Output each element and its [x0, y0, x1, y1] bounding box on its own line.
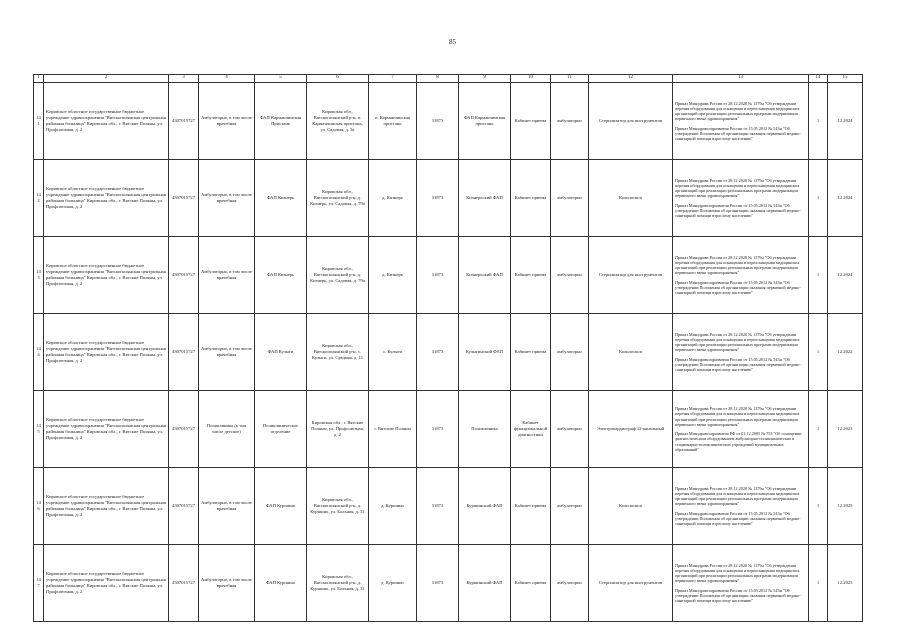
row-number: 143	[34, 237, 44, 314]
date-cell: 12.2024	[828, 237, 863, 314]
column-header: 12	[589, 75, 673, 83]
row-number: 141	[34, 83, 44, 160]
legal-basis-cell	[673, 237, 809, 314]
legal-basis-secondary: Приказ Минздравсоцразвития России от 15.05.2012 № 543н "Об утверждении Положения об организации оказания первичной медико-санитарной помощи взрослому населению"	[675, 279, 801, 296]
equipment-cell: Стерилизатор для инструментов	[589, 237, 673, 314]
table-row	[34, 545, 863, 622]
legal-basis-secondary: Приказ Минздравсоцразвития России от 15.05.2012 № 543н "Об утверждении Положения об организации оказания первичной медико-санитарной помощи взрослому населению"	[675, 356, 801, 373]
quantity-cell: 1	[809, 237, 828, 314]
column-header: 7	[369, 75, 417, 83]
header-row	[34, 75, 863, 83]
column-header: 5	[255, 75, 307, 83]
equipment-cell: Стерилизатор для инструментов	[589, 83, 673, 160]
date-cell: 12.2025	[828, 468, 863, 545]
code-cell: 31873	[417, 83, 459, 160]
settlement-cell: г. Вятские Поляны	[369, 391, 417, 468]
column-header: 10	[511, 75, 551, 83]
care-mode-cell: амбулаторно	[551, 391, 589, 468]
address-cell: Кировская обл., Вятскополянский р-н, д. Куршино, ул. Больная, д. 31	[307, 545, 369, 622]
legal-basis-cell	[673, 468, 809, 545]
organization-cell: Кировское областное государственное бюджетное учреждение здравоохранения "Вятскополянская центральная районная больница" Кировская обл., г. Вятские Поляны, ул. Профсоюзная, д. 2	[44, 314, 169, 391]
care-type-cell: Амбулаторно, в том числе врачебная	[199, 237, 255, 314]
legal-basis-secondary: Приказ Минздравсоцразвития России от 15.05.2012 № 543н "Об утверждении Положения об организации оказания первичной медико-санитарной помощи взрослому населению"	[675, 202, 801, 219]
legal-basis-secondary: Приказ Минздравсоцразвития РФ от 01.12.2005 № 753 "Об оснащении диагностическим оборудованием амбулаторно-поликлинических и стационарно-поликлинических учреждений муниципальных образований"	[675, 431, 802, 452]
address-cell: Кировская обл., Вятскополянский р-н, п. Карманчинская пристань, ул. Садовая, д. 5а	[307, 83, 369, 160]
page-number: 85	[449, 38, 456, 46]
column-header: 15	[828, 75, 863, 83]
table-row	[34, 237, 863, 314]
legal-basis-secondary: Приказ Минздравсоцразвития России от 15.05.2012 № 543н "Об утверждении Положения об организации оказания первичной медико-санитарной помощи взрослому населению"	[675, 510, 801, 527]
care-mode-cell: амбулаторно	[551, 468, 589, 545]
date-cell: 12.2022	[828, 314, 863, 391]
legal-basis-cell	[673, 160, 809, 237]
quantity-cell: 1	[809, 468, 828, 545]
unit-cell: Поликлиническое отделение	[255, 391, 307, 468]
legal-basis-primary: Приказ Минздрава России от 28.12.2020 № 1379н "Об утверждении перечня оборудования для оснащения и переоснащения медицинских организаций при реализации региональных программ модернизации первичного звена здравоохранения"	[675, 485, 800, 507]
inn-cell: 4307015727	[169, 160, 199, 237]
legal-basis-primary: Приказ Минздрава России от 28.12.2020 № 1379н "Об утверждении перечня оборудования для оснащения и переоснащения медицинских организаций при реализации региональных программ модернизации первичного звена здравоохранения"	[675, 406, 800, 427]
care-type-cell: Амбулаторно, в том числе врачебная	[199, 468, 255, 545]
settlement-cell: д. Куршино	[369, 545, 417, 622]
care-mode-cell: амбулаторно	[551, 83, 589, 160]
room-cell: Кабинет приема	[511, 468, 551, 545]
subunit-cell: Куршинский ФАП	[459, 545, 511, 622]
room-cell: Кабинет функциональной диагностики	[511, 391, 551, 468]
address-cell: Кировская обл., Вятскополянский р-н, д. Кизнерь, ул. Садовая, д. 79а	[307, 160, 369, 237]
row-number: 142	[34, 160, 44, 237]
column-header: 6	[307, 75, 369, 83]
organization-cell: Кировское областное государственное бюджетное учреждение здравоохранения "Вятскополянская центральная районная больница" Кировская обл., г. Вятские Поляны, ул. Профсоюзная, д. 2	[44, 83, 169, 160]
column-header: 9	[459, 75, 511, 83]
settlement-cell: д. Куршино	[369, 468, 417, 545]
care-mode-cell: амбулаторно	[551, 237, 589, 314]
table-row	[34, 314, 863, 391]
row-number: 146	[34, 468, 44, 545]
address-cell: Кировская обл., Вятскополянский р-н, с. Кулыги, ул. Средняя, д. 11	[307, 314, 369, 391]
inn-cell: 4307015727	[169, 314, 199, 391]
room-cell: Кабинет приема	[511, 237, 551, 314]
code-cell: 31873	[417, 237, 459, 314]
room-cell: Кабинет приема	[511, 83, 551, 160]
quantity-cell: 1	[809, 83, 828, 160]
legal-basis-cell	[673, 314, 809, 391]
row-number: 144	[34, 314, 44, 391]
legal-basis-cell	[673, 545, 809, 622]
inn-cell: 4307015727	[169, 237, 199, 314]
legal-basis-primary: Приказ Минздрава России от 28.12.2020 № 1379н "Об утверждении перечня оборудования для оснащения и переоснащения медицинских организаций при реализации региональных программ модернизации первичного звена здравоохранения"	[675, 562, 800, 584]
equipment-cell: Кольпоскоп	[589, 468, 673, 545]
quantity-cell: 1	[809, 314, 828, 391]
date-cell: 12.2024	[828, 160, 863, 237]
legal-basis-cell	[673, 83, 809, 160]
code-cell: 31873	[417, 391, 459, 468]
care-mode-cell: амбулаторно	[551, 545, 589, 622]
subunit-cell: Кизнерьский ФАП	[459, 160, 511, 237]
column-header: 13	[673, 75, 809, 83]
unit-cell: ФАП Кизнерь	[255, 237, 307, 314]
settlement-cell: с. Кулыги	[369, 314, 417, 391]
legal-basis-primary: Приказ Минздрава России от 28.12.2020 № 1379н "Об утверждении перечня оборудования для оснащения и переоснащения медицинских организаций при реализации региональных программ модернизации первичного звена здравоохранения"	[675, 177, 800, 199]
date-cell: 12.2021	[828, 391, 863, 468]
subunit-cell: Поликлиника	[459, 391, 511, 468]
care-type-cell: Амбулаторно, в том числе врачебная	[199, 83, 255, 160]
room-cell: Кабинет приема	[511, 314, 551, 391]
code-cell: 31873	[417, 468, 459, 545]
quantity-cell: 1	[809, 545, 828, 622]
table-row	[34, 83, 863, 160]
care-type-cell: Амбулаторно, в том числе врачебная	[199, 160, 255, 237]
column-header: 4	[199, 75, 255, 83]
settlement-cell: п. Карманчинская пристань	[369, 83, 417, 160]
equipment-cell: Стерилизатор для инструментов	[589, 545, 673, 622]
care-type-cell: Амбулаторно, в том числе врачебная	[199, 314, 255, 391]
organization-cell: Кировское областное государственное бюджетное учреждение здравоохранения "Вятскополянская центральная районная больница" Кировская обл., г. Вятские Поляны, ул. Профсоюзная, д. 2	[44, 237, 169, 314]
column-header: 1	[34, 75, 44, 83]
quantity-cell: 1	[809, 160, 828, 237]
row-number: 145	[34, 391, 44, 468]
organization-cell: Кировское областное государственное бюджетное учреждение здравоохранения "Вятскополянская центральная районная больница" Кировская обл., г. Вятские Поляны, ул. Профсоюзная, д. 2	[44, 468, 169, 545]
column-header: 3	[169, 75, 199, 83]
inn-cell: 4307015727	[169, 83, 199, 160]
equipment-cell: Электрокардиограф 12-канальный	[589, 391, 673, 468]
legal-basis-primary: Приказ Минздрава России от 28.12.2020 № 1379н "Об утверждении перечня оборудования для оснащения и переоснащения медицинских организаций при реализации региональных программ модернизации первичного звена здравоохранения"	[675, 100, 800, 122]
care-mode-cell: амбулаторно	[551, 160, 589, 237]
legal-basis-secondary: Приказ Минздравсоцразвития России от 15.05.2012 № 543н "Об утверждении Положения об организации оказания первичной медико-санитарной помощи взрослому населению"	[675, 587, 801, 604]
inn-cell: 4307015727	[169, 545, 199, 622]
settlement-cell: д. Кизнерь	[369, 237, 417, 314]
address-cell: Кировская обл., Вятскополянский р-н, д. Кизнерь, ул. Садовая, д. 79а	[307, 237, 369, 314]
settlement-cell: д. Кизнерь	[369, 160, 417, 237]
unit-cell: ФАП Карманчинская Пристань	[255, 83, 307, 160]
organization-cell: Кировское областное государственное бюджетное учреждение здравоохранения "Вятскополянская центральная районная больница" Кировская обл., г. Вятские Поляны, ул. Профсоюзная, д. 2	[44, 160, 169, 237]
legal-basis-primary: Приказ Минздрава России от 28.12.2020 № 1379н "Об утверждении перечня оборудования для оснащения и переоснащения медицинских организаций при реализации региональных программ модернизации первичного звена здравоохранения"	[675, 254, 800, 276]
column-header: 14	[809, 75, 828, 83]
legal-basis-cell	[673, 391, 809, 468]
equipment-cell: Кольпоскоп	[589, 160, 673, 237]
subunit-cell: Кулыгинский ФАП	[459, 314, 511, 391]
subunit-cell: Кизнерьский ФАП	[459, 237, 511, 314]
inn-cell: 4307015727	[169, 468, 199, 545]
care-type-cell: Поликлиника (в том числе детское)	[199, 391, 255, 468]
column-header: 2	[44, 75, 169, 83]
quantity-cell: 1	[809, 391, 828, 468]
code-cell: 31873	[417, 160, 459, 237]
equipment-cell: Кольпоскоп	[589, 314, 673, 391]
subunit-cell: Куршинский ФАП	[459, 468, 511, 545]
row-number: 147	[34, 545, 44, 622]
room-cell: Кабинет приема	[511, 160, 551, 237]
subunit-cell: ФАП Карманчинская пристань	[459, 83, 511, 160]
unit-cell: ФАП Кизнерь	[255, 160, 307, 237]
column-header: 8	[417, 75, 459, 83]
care-type-cell: Амбулаторно, в том числе врачебная	[199, 545, 255, 622]
equipment-table	[33, 74, 863, 622]
inn-cell: 4307015727	[169, 391, 199, 468]
table-row	[34, 160, 863, 237]
unit-cell: ФАП Куршино	[255, 468, 307, 545]
organization-cell: Кировское областное государственное бюджетное учреждение здравоохранения "Вятскополянская центральная районная больница" Кировская обл., г. Вятские Поляны, ул. Профсоюзная, д. 2	[44, 545, 169, 622]
organization-cell: Кировское областное государственное бюджетное учреждение здравоохранения "Вятскополянская центральная районная больница" Кировская обл., г. Вятские Поляны, ул. Профсоюзная, д. 2	[44, 391, 169, 468]
table-row	[34, 468, 863, 545]
address-cell: Кировская обл., г. Вятские Поляны, ул. Профсоюзная, д. 2	[307, 391, 369, 468]
room-cell: Кабинет приема	[511, 545, 551, 622]
code-cell: 31873	[417, 545, 459, 622]
care-mode-cell: амбулаторно	[551, 314, 589, 391]
legal-basis-primary: Приказ Минздрава России от 28.12.2020 № 1379н "Об утверждении перечня оборудования для оснащения и переоснащения медицинских организаций при реализации региональных программ модернизации первичного звена здравоохранения"	[675, 331, 800, 353]
unit-cell: ФАП Кулыги	[255, 314, 307, 391]
table-row	[34, 391, 863, 468]
column-header: 11	[551, 75, 589, 83]
date-cell: 12.2025	[828, 545, 863, 622]
unit-cell: ФАП Куршино	[255, 545, 307, 622]
address-cell: Кировская обл., Вятскополянский р-н, д. Куршино, ул. Больная, д. 31	[307, 468, 369, 545]
date-cell: 12.2024	[828, 83, 863, 160]
legal-basis-secondary: Приказ Минздравсоцразвития России от 15.05.2012 № 543н "Об утверждении Положения об организации оказания первичной медико-санитарной помощи взрослому населению"	[675, 125, 801, 142]
code-cell: 31873	[417, 314, 459, 391]
